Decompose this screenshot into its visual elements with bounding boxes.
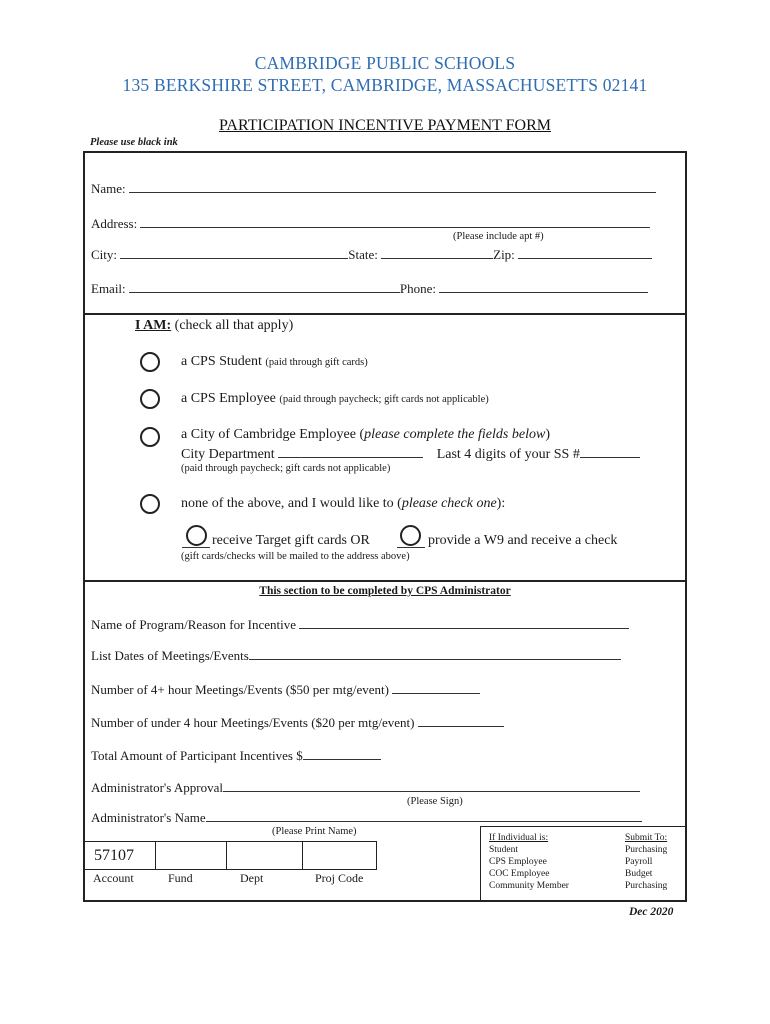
employee-note: (paid through paycheck; gift cards not applicable)	[279, 394, 489, 405]
under4-line[interactable]	[418, 714, 504, 727]
city-state-zip-row	[91, 246, 652, 263]
city-label: City:	[91, 247, 118, 262]
employee-radio[interactable]	[140, 389, 160, 409]
over4-line[interactable]	[392, 681, 480, 694]
school-address: 135 BERKSHIRE STREET, CAMBRIDGE, MASSACHUSETTS 02141	[122, 75, 648, 95]
student-radio[interactable]	[140, 352, 160, 372]
email-phone-row	[91, 280, 648, 297]
form-title: PARTICIPATION INCENTIVE PAYMENT FORM	[219, 117, 551, 134]
apt-hint: (Please include apt #)	[453, 231, 544, 242]
city-dept-line[interactable]	[278, 445, 423, 458]
city-employee-end: )	[545, 427, 550, 442]
admin-name-field[interactable]	[91, 809, 642, 826]
iam-heading: I AM:	[135, 318, 172, 333]
approval-label: Administrator's Approval	[91, 780, 223, 795]
dates-label: List Dates of Meetings/Events	[91, 648, 249, 663]
routing-row: Student	[489, 845, 519, 855]
gift-card-line	[182, 547, 210, 548]
routing-row-dest: Purchasing	[625, 845, 668, 855]
address-label: Address:	[91, 216, 138, 231]
routing-row: CPS Employee	[489, 857, 547, 867]
employee-option	[181, 391, 489, 407]
ss-label: Last 4 digits of your SS #	[436, 447, 580, 462]
section-divider	[83, 580, 687, 582]
phone-line[interactable]	[439, 280, 648, 293]
city-employee-option	[181, 427, 550, 443]
w9-line	[397, 547, 425, 548]
name-label: Name:	[91, 181, 126, 196]
gift-card-radio[interactable]	[186, 525, 207, 546]
ss-line[interactable]	[580, 445, 640, 458]
program-label: Name of Program/Reason for Incentive	[91, 617, 297, 632]
program-line[interactable]	[299, 616, 629, 629]
school-name: CAMBRIDGE PUBLIC SCHOOLS	[254, 53, 516, 73]
none-end: ):	[496, 496, 506, 511]
student-note: (paid through gift cards)	[265, 357, 368, 368]
admin-name-label: Administrator's Name	[91, 810, 206, 825]
routing-row: COC Employee	[489, 869, 550, 879]
account-value: 57107	[94, 847, 134, 864]
none-radio[interactable]	[140, 494, 160, 514]
phone-label: Phone:	[399, 281, 437, 296]
employee-label: a CPS Employee	[181, 391, 276, 406]
over4-label: Number of 4+ hour Meetings/Events ($50 per mtg/event)	[91, 682, 389, 697]
w9-radio[interactable]	[400, 525, 421, 546]
name-field[interactable]	[91, 180, 656, 197]
zip-line[interactable]	[518, 246, 652, 259]
gift-card-label: receive Target gift cards OR	[212, 533, 370, 548]
address-line[interactable]	[140, 215, 650, 228]
mail-note: (gift cards/checks will be mailed to the address above)	[181, 551, 410, 562]
zip-label: Zip:	[493, 247, 515, 262]
total-label: Total Amount of Participant Incentives $	[91, 748, 303, 763]
routing-col2-header: Submit To:	[625, 833, 668, 843]
sign-hint: (Please Sign)	[407, 796, 463, 807]
none-instruction: please check one	[401, 496, 497, 511]
account-label: Account	[93, 871, 134, 885]
city-note: (paid through paycheck; gift cards not applicable)	[181, 463, 391, 474]
city-dept-label: City Department	[181, 447, 275, 462]
state-line[interactable]	[381, 246, 493, 259]
iam-heading-row	[135, 318, 293, 334]
proj-code-label: Proj Code	[315, 871, 364, 885]
dates-line[interactable]	[249, 647, 621, 660]
dept-box[interactable]	[226, 841, 303, 870]
under4-label: Number of under 4 hour Meetings/Events ($20 per mtg/event)	[91, 715, 415, 730]
program-field[interactable]	[91, 616, 629, 633]
approval-line[interactable]	[223, 779, 640, 792]
city-employee-instruction: please complete the fields below	[364, 427, 546, 442]
section-divider	[83, 313, 687, 315]
student-option	[181, 354, 368, 370]
under4-field[interactable]	[91, 714, 504, 731]
iam-instruction: (check all that apply)	[174, 318, 294, 333]
proj-code-box[interactable]	[302, 841, 377, 870]
email-label: Email:	[91, 281, 126, 296]
dates-field[interactable]	[91, 647, 621, 664]
w9-label: provide a W9 and receive a check	[428, 533, 618, 548]
total-field[interactable]	[91, 747, 381, 764]
state-label: State:	[348, 247, 378, 262]
city-line[interactable]	[120, 246, 348, 259]
print-hint: (Please Print Name)	[272, 826, 357, 837]
routing-row-dest: Purchasing	[625, 881, 668, 891]
city-employee-label: a City of Cambridge Employee (	[181, 427, 365, 442]
name-line[interactable]	[129, 180, 656, 193]
routing-row-dest: Budget	[625, 869, 653, 879]
dept-label: Dept	[240, 871, 264, 885]
email-line[interactable]	[129, 280, 400, 293]
routing-row-dest: Payroll	[625, 857, 653, 867]
fund-box[interactable]	[155, 841, 227, 870]
none-label: none of the above, and I would like to (	[181, 496, 402, 511]
fund-label: Fund	[168, 871, 193, 885]
account-box[interactable]	[83, 841, 156, 870]
city-dept-row	[181, 445, 640, 463]
city-employee-radio[interactable]	[140, 427, 160, 447]
routing-row: Community Member	[489, 881, 569, 891]
total-line[interactable]	[303, 747, 381, 760]
address-field[interactable]	[91, 215, 650, 232]
approval-field[interactable]	[91, 779, 640, 796]
ink-note: Please use black ink	[90, 137, 178, 148]
student-label: a CPS Student	[181, 354, 262, 369]
revision-date: Dec 2020	[629, 906, 674, 918]
admin-name-line[interactable]	[206, 809, 642, 822]
routing-col1-header: If Individual is:	[489, 833, 549, 843]
over4-field[interactable]	[91, 681, 480, 698]
admin-section-title: This section to be completed by CPS Administrator	[259, 585, 511, 597]
none-option	[181, 496, 505, 512]
